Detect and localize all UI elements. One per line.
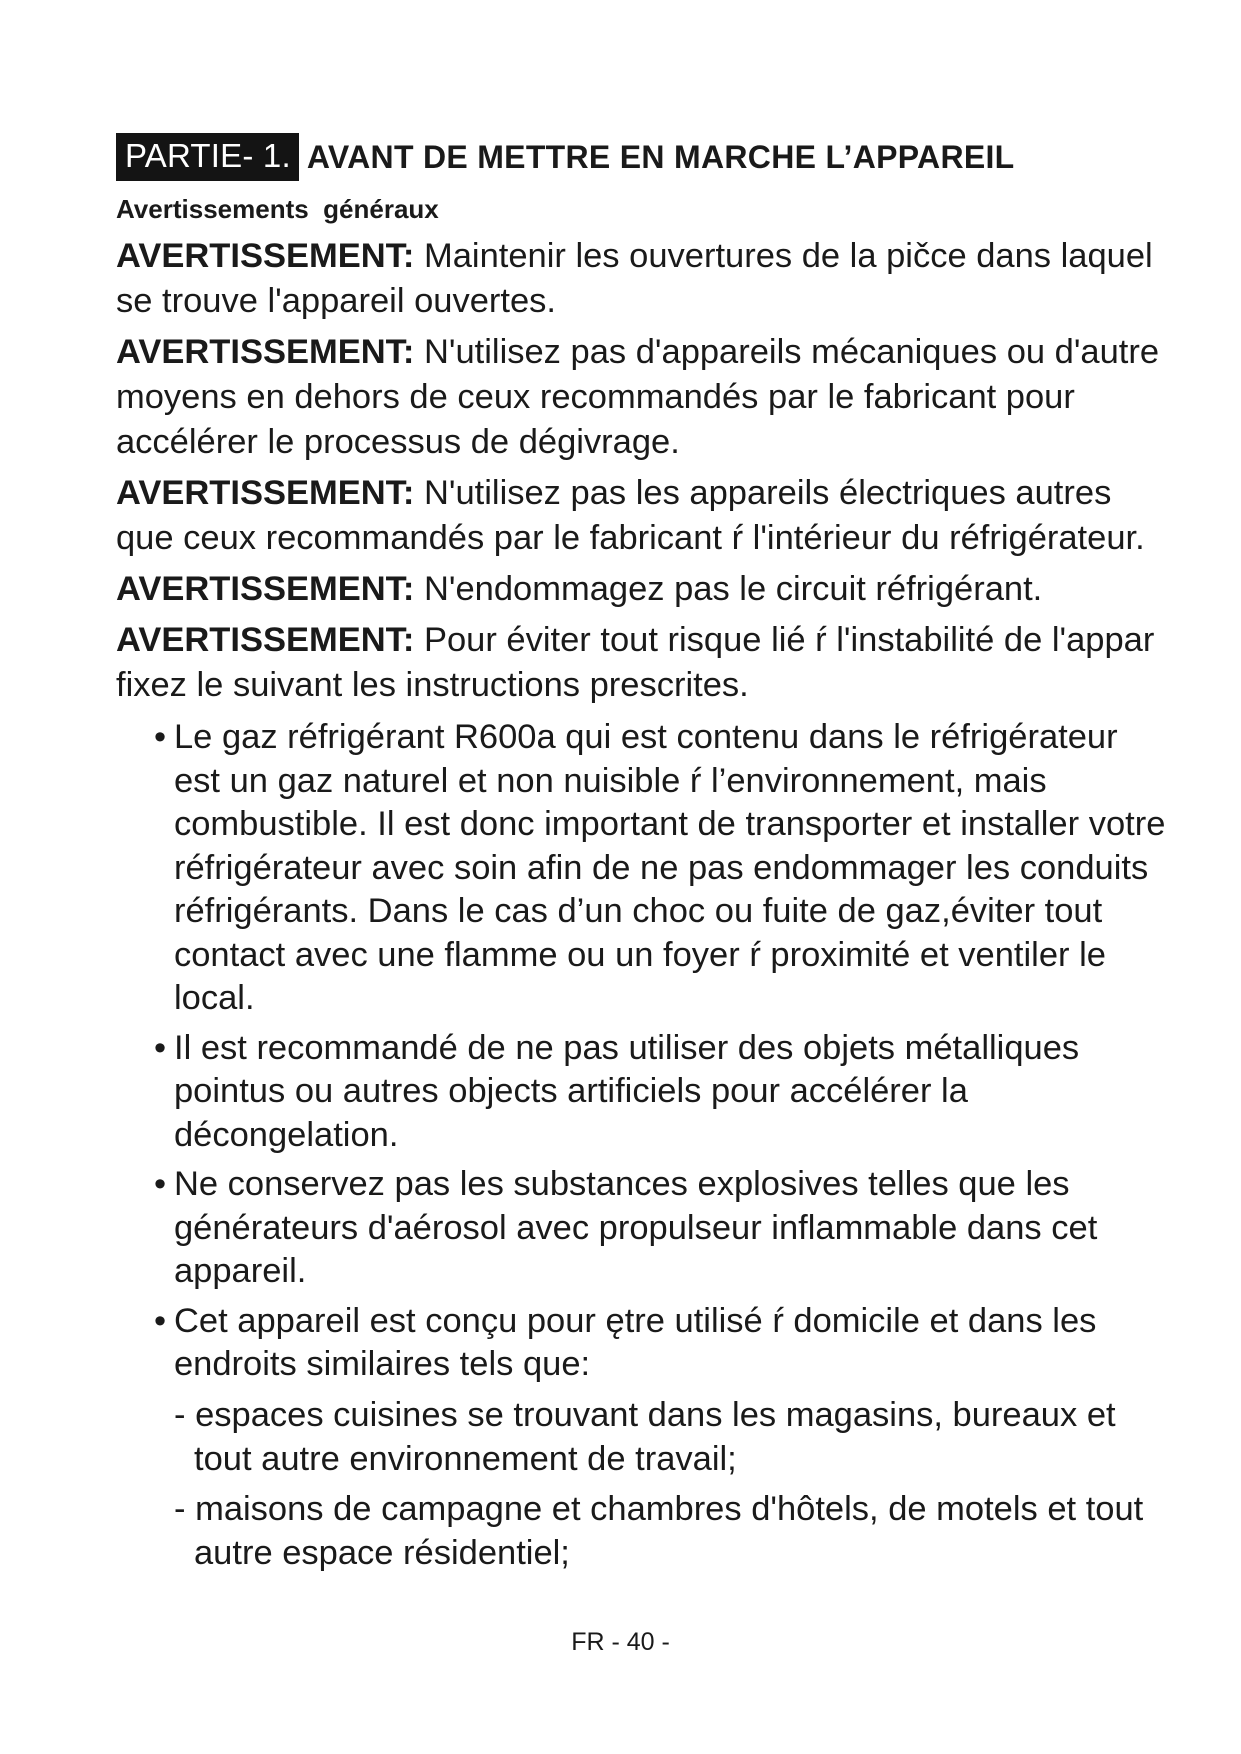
bullet-icon: • [154,1028,167,1067]
bullet-icon: • [154,1301,167,1340]
sub-list-item [174,1487,1241,1575]
list-item [154,1300,1241,1387]
text-line: contact avec une flamme ou un foyer ŕ proximité et ventiler le [174,935,1106,974]
text-line: endroits similaires tels que: [174,1345,591,1383]
text-line: • Il est recommandé de ne pas utiliser des objets métalliques [154,1027,1241,1071]
list-item [154,1027,1241,1158]
text-line [116,567,1241,612]
section-badge: PARTIE- 1. [116,133,299,181]
warning-label: AVERTISSEMENT: [116,621,415,659]
warning-label: AVERTISSEMENT: [116,570,415,608]
text-line: moyens en dehors de ceux recommandés par le fabricant pour [116,378,1075,416]
warning-paragraph [116,330,1241,465]
page-number: FR - 40 - [571,1628,670,1656]
text-line: accélérer le processus de dégivrage. [116,423,680,461]
list-item [154,1163,1241,1294]
section-heading [116,130,1241,184]
text-line: est un gaz naturel et non nuisible ŕ l’environnement, mais [174,761,1047,800]
text-line [116,234,1241,279]
subheading: Avertissements généraux [116,194,439,224]
text-line: générateurs d'aérosol avec propulseur inflammable dans cet [174,1208,1098,1247]
section-title: AVANT DE METTRE EN MARCHE L’APPAREIL [306,138,1015,175]
text-line [116,471,1241,516]
text-line: fixez le suivant les instructions prescrites. [116,666,749,704]
warning-paragraph [116,567,1241,612]
warning-text: N'utilisez pas les appareils électriques autres [414,474,1112,512]
text-line: autre espace résidentiel; [194,1533,570,1572]
text-line: décongelation. [174,1115,399,1154]
text-line: combustible. Il est donc important de transporter et installer votre [174,805,1166,843]
text-line: • Ne conservez pas les substances explosives telles que les [154,1163,1241,1207]
text-line: - espaces cuisines se trouvant dans les magasins, bureaux et [174,1395,1116,1434]
text-line: local. [174,979,255,1017]
text-line: • Cet appareil est conçu pour ętre utilisé ŕ domicile et dans les [154,1300,1241,1344]
warning-text: Pour éviter tout risque lié ŕ l'instabilité de l'appar [414,621,1155,659]
warning-label: AVERTISSEMENT: [116,237,415,275]
text-line: réfrigérants. Dans le cas d’un choc ou fuite de gaz,éviter tout [174,892,1103,930]
bullet-icon: • [154,1165,167,1203]
text-line [116,330,1241,375]
warning-label: AVERTISSEMENT: [116,333,415,371]
text-line: tout autre environnement de travail; [194,1439,737,1478]
text-line: pointus ou autres objects artificiels pour accélérer la [174,1072,968,1110]
list-item [154,716,1241,1021]
text-line: réfrigérateur avec soin afin de ne pas endommager les conduits [174,848,1149,887]
sub-list [174,1393,1241,1575]
warning-text: N'endommagez pas le circuit réfrigérant. [414,570,1043,608]
warning-paragraph [116,618,1241,708]
text-line: que ceux recommandés par le fabricant ŕ l'intérieur du réfrigérateur. [116,519,1145,557]
bullet-icon: • [154,718,167,756]
text-line [116,618,1241,663]
warning-text: N'utilisez pas d'appareils mécaniques ou d'autre [414,333,1160,371]
text-line: - maisons de campagne et chambres d'hôtels, de motels et tout [174,1489,1144,1528]
bullet-list [154,716,1241,1575]
warning-label: AVERTISSEMENT: [116,474,415,512]
warning-paragraph [116,234,1241,324]
page-content [116,130,1241,1581]
sub-list-item [174,1393,1241,1481]
text-line: • Le gaz réfrigérant R600a qui est contenu dans le réfrigérateur [154,716,1241,760]
warning-text: Maintenir les ouvertures de la pičce dans laquel [414,237,1153,275]
text-line: se trouve l'appareil ouvertes. [116,282,556,320]
warning-paragraph [116,471,1241,561]
text-line: appareil. [174,1252,307,1290]
